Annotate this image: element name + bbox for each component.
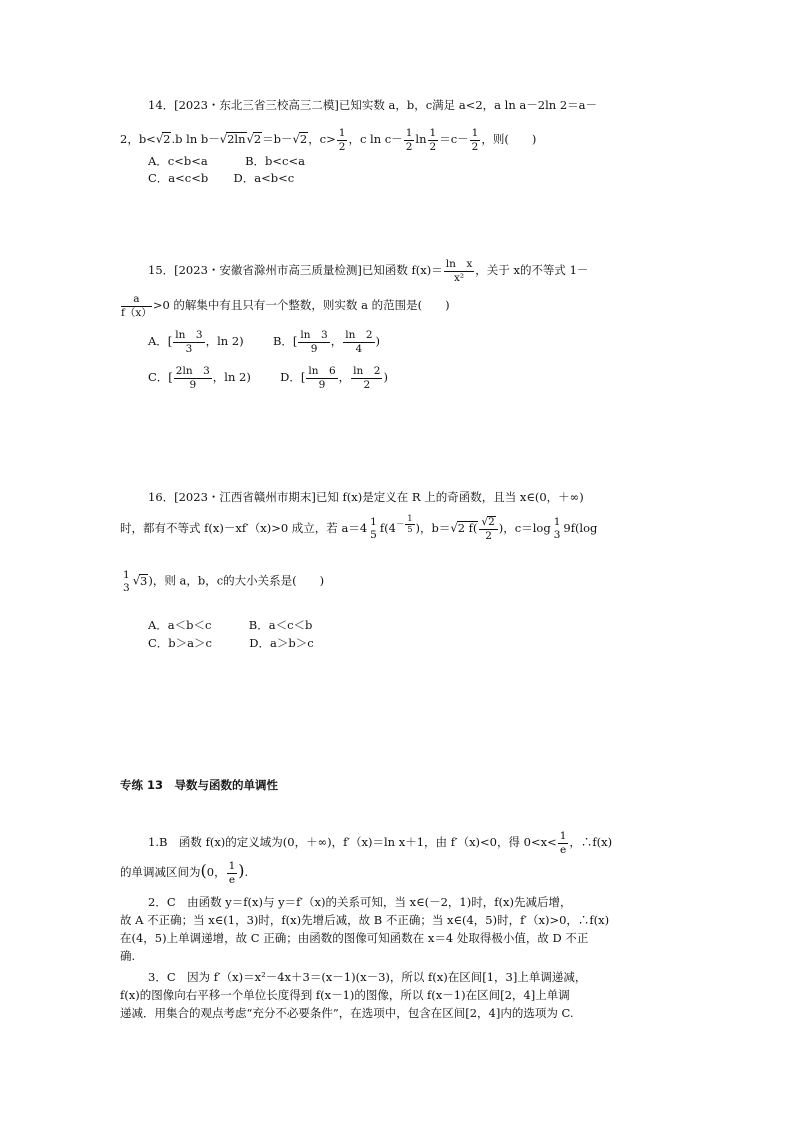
answer-3-line3: 递减．用集合的观点考虑“充分不必要条件”，在选项中，包含在区间[2，4]内的选项为 C. — [120, 1006, 574, 1020]
q16-line1: 16．[2023・江西省赣州市期末]已知 f(x)是定义在 R 上的奇函数，且当 x∈(0，＋∞) — [148, 490, 584, 504]
fraction-half: $\frac{1}{2}$ — [429, 127, 437, 153]
q15-option-c: C．[ $\frac{2\ln 3}{9}$ ，ln 2) — [148, 365, 251, 391]
q16-option-d: D．a＞b＞c — [249, 636, 314, 650]
q14-line1: 14．[2023・东北三省三校高三二模]已知实数 a，b，c满足 a<2，a ln a－2ln 2＝a－ — [148, 98, 597, 112]
q16-line3: 1 3 √3)，则 a，b，c的大小关系是( ) — [123, 569, 325, 594]
answer-2-line1: 2．C 由函数 y＝f(x)与 y＝f′（x)的关系可知，当 x∈(－2，1)时，f(x)先减后增， — [148, 895, 572, 909]
fraction-half: $\frac{1}{2}$ — [338, 127, 346, 153]
q15-option-b: B．[ $\frac{\ln 3}{9}$ ， $\frac{\ln 2}{4}$ ) — [272, 329, 381, 355]
q14-option-c: C．a<c<b — [148, 171, 209, 185]
answer-1-line2: 的单调减区间为(0， $\frac{1}{e}$ ). — [120, 860, 249, 886]
answer-2-line3: 在(4，5)上单调递增，故 C 正确；由函数的图像可知函数在 x＝4 处取得极小值，故 D 不正 — [120, 931, 589, 945]
q15-options-row1 — [148, 330, 380, 354]
fraction-a-over-fx: $\frac{a}{f(x)}$ — [121, 293, 152, 319]
q16-option-b: B．a＜c＜b — [248, 618, 313, 632]
q15-line2: $\frac{a}{f(x)}$ >0 的解集中有且只有一个整数，则实数 a 的范围是( ) — [121, 293, 450, 319]
fraction-lnx-over-x2: $\frac{\text{ln x}}{\text{x²}}$ — [445, 258, 473, 284]
q14-line2: 2，b<√2.b ln b－√2ln√2＝b－√2，c> $\frac{1}{2}$ ，c ln c－ $\frac{1}{2}$ ln $\frac{1}{2}$ ＝c－ $\frac{1}{2}$ ，则( ) — [120, 127, 537, 153]
fraction-half: $\frac{1}{2}$ — [405, 127, 413, 153]
answer-1-line1: 1.B 函数 f(x)的定义域为(0，＋∞)，f′（x)＝ln x＋1，由 f′（x)<0，得 0<x< $\frac{1}{e}$ ，∴f(x) — [148, 830, 613, 856]
q15-options-row2 — [148, 366, 388, 390]
q16-option-c: C．b＞a＞c — [148, 636, 212, 650]
answer-3-line1: 3．C 因为 f′（x)＝x²－4x＋3＝(x－1)(x－3)，所以 f(x)在区间[1，3]上单调递减， — [148, 970, 587, 984]
q14-option-a: A．c<b<a — [148, 154, 208, 168]
q15-line1: 15．[2023・安徽省滁州市高三质量检测]已知函数 f(x)＝ $\frac{\text{ln x}}{\text{x²}}$ ，关于 x的不等式 1－ — [148, 258, 589, 284]
section-heading: 专练 13 导数与函数的单调性 — [120, 778, 279, 792]
fraction-half: $\frac{1}{2}$ — [471, 127, 479, 153]
answer-3-line2: f(x)的图像向右平移一个单位长度得到 f(x－1)的图像，所以 f(x－1)在区间[2，4]上单调 — [120, 988, 570, 1002]
q16-options-row1 — [148, 617, 312, 633]
q14-options-row1 — [148, 153, 305, 169]
q14-option-d: D．a<b<c — [233, 171, 295, 185]
answer-2-line2: 故 A 不正确；当 x∈(1，3)时，f(x)先增后减，故 B 不正确；当 x∈(4，5)时，f′（x)>0，∴f(x) — [120, 913, 610, 927]
q14-option-b: B．b<c<a — [245, 154, 305, 168]
q16-line2: 时，都有不等式 f(x)－xf′（x)>0 成立，若 a＝4 1 5 $f(4^{- \frac{1}{5}}$ )，b＝√2 f( $\frac{√2}{2}$ )，c＝log 1 3 9f(log — [120, 514, 598, 543]
q14-options-row2 — [148, 170, 294, 186]
q16-option-a: A．a＜b＜c — [148, 618, 212, 632]
q15-option-a: A．[ $\frac{\ln 3}{3}$ ，ln 2) — [148, 329, 244, 355]
q16-options-row2 — [148, 635, 314, 651]
q15-option-d: D．[ $\frac{\ln 6}{9}$ ， $\frac{\ln 2}{2}$ ) — [280, 365, 388, 391]
answer-2-line4: 确. — [120, 949, 136, 963]
